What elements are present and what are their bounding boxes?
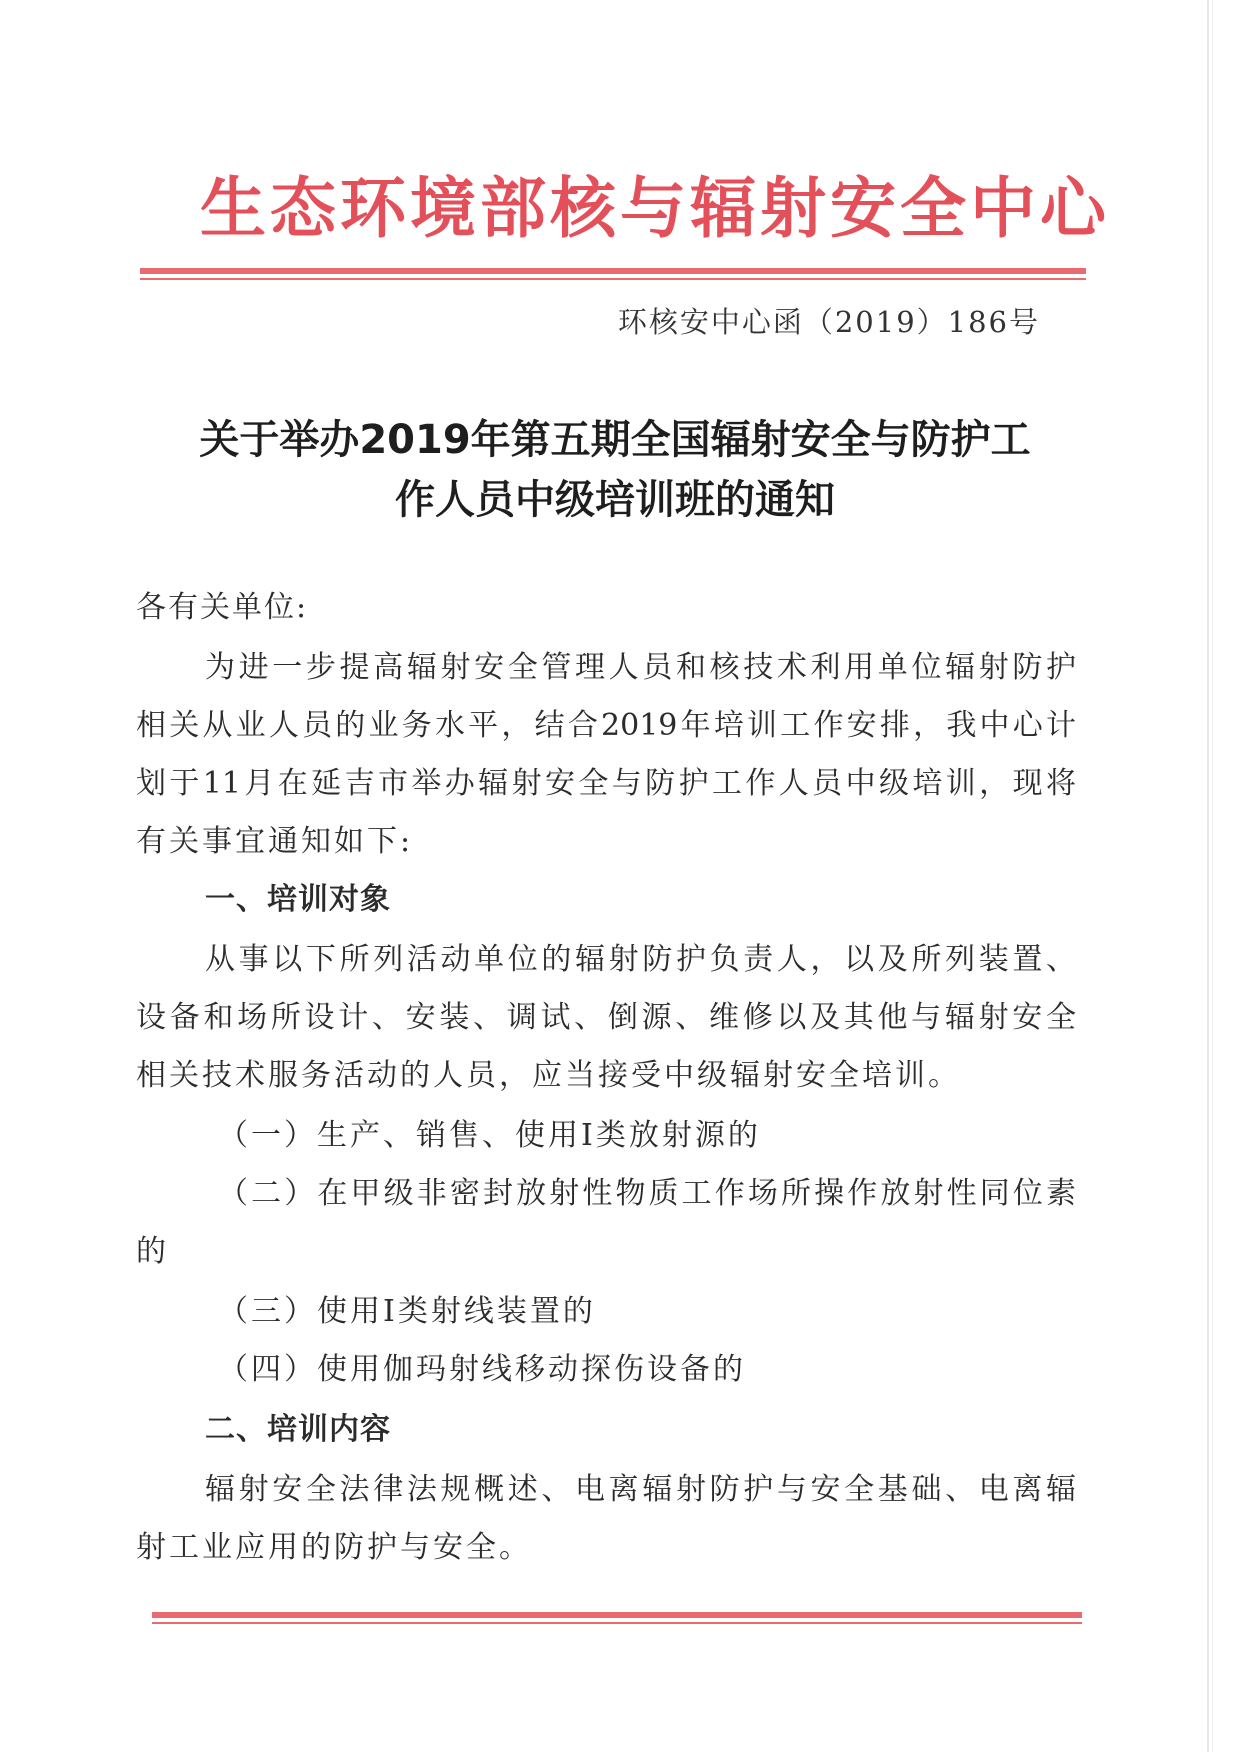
footer-rule-thick xyxy=(152,1612,1082,1618)
intro-line-4: 有关事宜通知如下: xyxy=(136,824,414,859)
notice-title-line-1: 关于举办2019年第五期全国辐射安全与防护工 xyxy=(199,417,1031,463)
section-2-line-1: 辐射安全法律法规概述、电离辐射防护与安全基础、电离辐 xyxy=(205,1472,1076,1507)
section-1-line-2: 设备和场所设计、安装、调试、倒源、维修以及其他与辐射安全 xyxy=(136,1000,1076,1035)
page-edge xyxy=(1207,0,1209,1752)
intro-line-1: 为进一步提高辐射安全管理人员和核技术利用单位辐射防护 xyxy=(205,650,1076,685)
header-rule-thick xyxy=(140,268,1086,274)
target-item-4: （四）使用伽玛射线移动探伤设备的 xyxy=(218,1352,746,1387)
section-1-heading: 一、培训对象 xyxy=(205,882,391,917)
document-number: 环核安中心函（2019）186号 xyxy=(617,305,1040,339)
notice-title-line-2: 作人员中级培训班的通知 xyxy=(395,477,835,523)
target-item-3: （三）使用Ⅰ类射线装置的 xyxy=(218,1294,596,1329)
section-2-heading: 二、培训内容 xyxy=(205,1412,391,1447)
intro-line-2: 相关从业人员的业务水平，结合2019年培训工作安排，我中心计 xyxy=(136,708,1076,743)
footer-rule-thin xyxy=(152,1622,1082,1624)
target-item-1: （一）生产、销售、使用Ⅰ类放射源的 xyxy=(218,1118,761,1153)
org-name-header: 生态环境部核与辐射安全中心 xyxy=(200,169,1110,247)
salutation: 各有关单位: xyxy=(136,590,309,625)
section-1-line-1: 从事以下所列活动单位的辐射防护负责人，以及所列装置、 xyxy=(205,942,1076,977)
target-item-2-continued: 的 xyxy=(136,1234,169,1269)
intro-line-3: 划于11月在延吉市举办辐射安全与防护工作人员中级培训，现将 xyxy=(136,766,1076,801)
section-1-line-3: 相关技术服务活动的人员，应当接受中级辐射安全培训。 xyxy=(136,1058,961,1093)
section-2-line-2: 射工业应用的防护与安全。 xyxy=(136,1530,532,1565)
header-rule-thin xyxy=(140,278,1086,280)
target-item-2: （二）在甲级非密封放射性物质工作场所操作放射性同位素 xyxy=(218,1176,1076,1211)
page-edge-shadow xyxy=(1212,0,1213,1752)
